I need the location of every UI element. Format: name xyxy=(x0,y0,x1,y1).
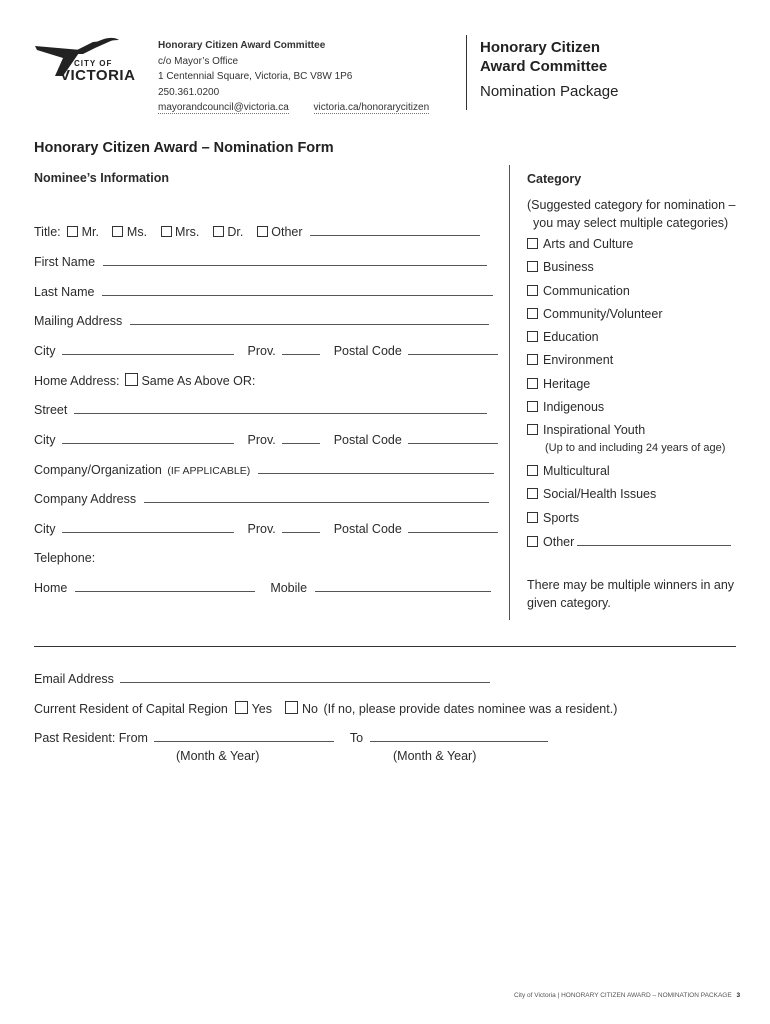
city-field[interactable] xyxy=(62,432,234,444)
title-ms-label: Ms. xyxy=(126,225,148,239)
title-other-label: Other xyxy=(271,225,303,239)
email-row xyxy=(34,671,490,686)
contact-committee: Honorary Citizen Award Committee xyxy=(158,40,326,51)
past-resident-from-field[interactable] xyxy=(154,730,334,742)
city-label: City xyxy=(34,344,56,358)
title-row xyxy=(34,224,480,239)
category-item-sports[interactable] xyxy=(527,511,579,525)
category-label: Sports xyxy=(543,511,580,525)
category-checkbox[interactable] xyxy=(527,401,538,412)
first-name-row xyxy=(34,254,487,269)
city-label: City xyxy=(34,433,56,447)
category-heading: Category xyxy=(527,172,582,186)
company-address-label: Company Address xyxy=(34,492,137,506)
last-name-field[interactable] xyxy=(102,284,493,296)
same-as-above-checkbox[interactable] xyxy=(125,373,138,386)
category-label: Other xyxy=(543,535,575,549)
category-item-education[interactable] xyxy=(527,330,599,344)
category-label: Business xyxy=(543,260,594,274)
prov-field[interactable] xyxy=(282,343,320,355)
home-address-label: Home Address: xyxy=(34,374,120,388)
to-month-year-hint: (Month & Year) xyxy=(393,749,477,763)
prov-label: Prov. xyxy=(247,344,276,358)
past-resident-to-label: To xyxy=(349,731,364,745)
company-label: Company/Organization xyxy=(34,463,162,477)
footer-text: City of Victoria | HONORARY CITIZEN AWARD – NOMINATION PACKAGE xyxy=(514,992,732,999)
street-row xyxy=(34,402,487,417)
mobile-phone-label: Mobile xyxy=(270,581,308,595)
category-item-indigenous[interactable] xyxy=(527,400,604,414)
title-mr-checkbox[interactable] xyxy=(67,226,78,237)
page-footer xyxy=(514,992,740,999)
category-checkbox[interactable] xyxy=(527,354,538,365)
category-checkbox[interactable] xyxy=(527,424,538,435)
home-address-row xyxy=(34,373,255,388)
first-name-label: First Name xyxy=(34,255,96,269)
resident-no-checkbox[interactable] xyxy=(285,701,298,714)
category-item-multicultural[interactable] xyxy=(527,464,610,478)
resident-row xyxy=(34,701,617,716)
city-field[interactable] xyxy=(62,521,234,533)
category-checkbox[interactable] xyxy=(527,331,538,342)
category-item-youth[interactable] xyxy=(527,423,645,437)
mobile-phone-field[interactable] xyxy=(315,580,491,592)
contact-phone: 250.361.0200 xyxy=(158,86,220,98)
title-dr-label: Dr. xyxy=(227,225,244,239)
from-month-year-hint: (Month & Year) xyxy=(176,749,260,763)
category-checkbox[interactable] xyxy=(527,238,538,249)
logo-text-city-of: CITY OF xyxy=(74,59,113,68)
title-mrs-checkbox[interactable] xyxy=(161,226,172,237)
resident-yes-checkbox[interactable] xyxy=(235,701,248,714)
resident-no-label: No xyxy=(301,702,318,716)
category-checkbox[interactable] xyxy=(527,536,538,547)
category-checkbox[interactable] xyxy=(527,465,538,476)
category-item-heritage[interactable] xyxy=(527,377,590,391)
category-label: Communication xyxy=(543,284,630,298)
category-item-arts[interactable] xyxy=(527,237,633,251)
category-checkbox[interactable] xyxy=(527,378,538,389)
category-label: Multicultural xyxy=(543,464,610,478)
category-label: Community/Volunteer xyxy=(543,307,663,321)
resident-no-note: (If no, please provide dates nominee was a resident.) xyxy=(323,702,618,716)
category-label: Heritage xyxy=(543,377,591,391)
title-mr-label: Mr. xyxy=(81,225,99,239)
prov-field[interactable] xyxy=(282,432,320,444)
category-item-environment[interactable] xyxy=(527,353,613,367)
header-title-line2: Award Committee xyxy=(480,58,608,75)
category-label: Education xyxy=(543,330,599,344)
company-address-field[interactable] xyxy=(144,491,489,503)
form-title: Honorary Citizen Award – Nomination Form xyxy=(34,140,334,156)
mailing-address-label: Mailing Address xyxy=(34,314,123,328)
category-other-field[interactable] xyxy=(577,534,731,546)
company-row xyxy=(34,462,494,477)
category-footer-line1: There may be multiple winners in any xyxy=(527,578,735,592)
youth-age-note: (Up to and including 24 years of age) xyxy=(545,442,726,454)
company-field[interactable] xyxy=(258,462,494,474)
last-name-row xyxy=(34,284,493,299)
prov-label: Prov. xyxy=(247,433,276,447)
category-note-line2: you may select multiple categories) xyxy=(533,216,729,230)
city-row-3 xyxy=(34,521,498,536)
header-subtitle: Nomination Package xyxy=(480,83,619,100)
category-item-communication[interactable] xyxy=(527,284,630,298)
if-applicable-note: (IF APPLICABLE) xyxy=(167,465,251,477)
contact-block xyxy=(158,38,429,116)
title-other-field[interactable] xyxy=(310,224,480,236)
phone-row xyxy=(34,580,491,595)
logo-text-victoria: VICTORIA xyxy=(60,67,136,84)
contact-web-link[interactable]: victoria.ca/honorarycitizen xyxy=(313,102,430,113)
postal-code-label: Postal Code xyxy=(333,433,402,447)
header-title-line1: Honorary Citizen xyxy=(480,39,601,56)
city-label: City xyxy=(34,522,56,536)
category-checkbox[interactable] xyxy=(527,308,538,319)
title-mrs-label: Mrs. xyxy=(175,225,200,239)
category-item-business[interactable] xyxy=(527,260,594,274)
category-footer-note xyxy=(527,576,734,612)
telephone-heading: Telephone: xyxy=(34,551,96,565)
category-label: Social/Health Issues xyxy=(543,487,657,501)
title-dr-checkbox[interactable] xyxy=(213,226,224,237)
category-note xyxy=(527,196,735,232)
city-row-2 xyxy=(34,432,498,447)
street-label: Street xyxy=(34,403,68,417)
header-divider xyxy=(466,35,467,110)
header-title xyxy=(480,38,607,76)
category-label: Inspirational Youth xyxy=(543,423,646,437)
same-as-above-label: Same As Above OR: xyxy=(141,374,256,388)
postal-code-field[interactable] xyxy=(408,521,498,533)
postal-code-field[interactable] xyxy=(408,432,498,444)
title-other-checkbox[interactable] xyxy=(257,226,268,237)
contact-address: 1 Centennial Square, Victoria, BC V8W 1P6 xyxy=(158,71,353,82)
category-footer-line2: given category. xyxy=(527,596,611,610)
first-name-field[interactable] xyxy=(103,254,487,266)
resident-yes-label: Yes xyxy=(251,702,272,716)
category-checkbox[interactable] xyxy=(527,488,538,499)
postal-code-field[interactable] xyxy=(408,343,498,355)
home-phone-label: Home xyxy=(34,581,68,595)
home-phone-field[interactable] xyxy=(75,580,255,592)
street-field[interactable] xyxy=(74,402,487,414)
category-note-line1: (Suggested category for nomination – xyxy=(527,198,736,212)
title-ms-checkbox[interactable] xyxy=(112,226,123,237)
resident-label: Current Resident of Capital Region xyxy=(34,702,228,716)
contact-office: c/o Mayor’s Office xyxy=(158,55,239,67)
past-resident-from-label: Past Resident: From xyxy=(34,731,148,745)
section-divider xyxy=(34,646,736,647)
category-label: Arts and Culture xyxy=(543,237,634,251)
mailing-address-field[interactable] xyxy=(130,313,489,325)
company-address-row xyxy=(34,491,489,506)
email-label: Email Address xyxy=(34,672,114,686)
email-field[interactable] xyxy=(120,671,490,683)
category-item-other[interactable] xyxy=(527,534,731,549)
postal-code-label: Postal Code xyxy=(333,344,402,358)
past-resident-row xyxy=(34,730,548,745)
postal-code-label: Postal Code xyxy=(333,522,402,536)
nominee-heading: Nominee’s Information xyxy=(34,171,169,185)
category-item-community[interactable] xyxy=(527,307,663,321)
last-name-label: Last Name xyxy=(34,285,95,299)
page-number: 3 xyxy=(736,992,741,999)
category-checkbox[interactable] xyxy=(527,285,538,296)
prov-label: Prov. xyxy=(247,522,276,536)
category-label: Indigenous xyxy=(543,400,605,414)
city-field[interactable] xyxy=(62,343,234,355)
column-divider xyxy=(509,165,510,620)
prov-field[interactable] xyxy=(282,521,320,533)
mailing-address-row xyxy=(34,313,489,328)
category-label: Environment xyxy=(543,353,614,367)
city-row-1 xyxy=(34,343,498,358)
contact-email-link[interactable]: mayorandcouncil@victoria.ca xyxy=(158,102,289,113)
category-item-social-health[interactable] xyxy=(527,487,656,501)
title-label: Title: xyxy=(34,225,61,239)
past-resident-to-field[interactable] xyxy=(370,730,548,742)
category-checkbox[interactable] xyxy=(527,261,538,272)
category-checkbox[interactable] xyxy=(527,512,538,523)
